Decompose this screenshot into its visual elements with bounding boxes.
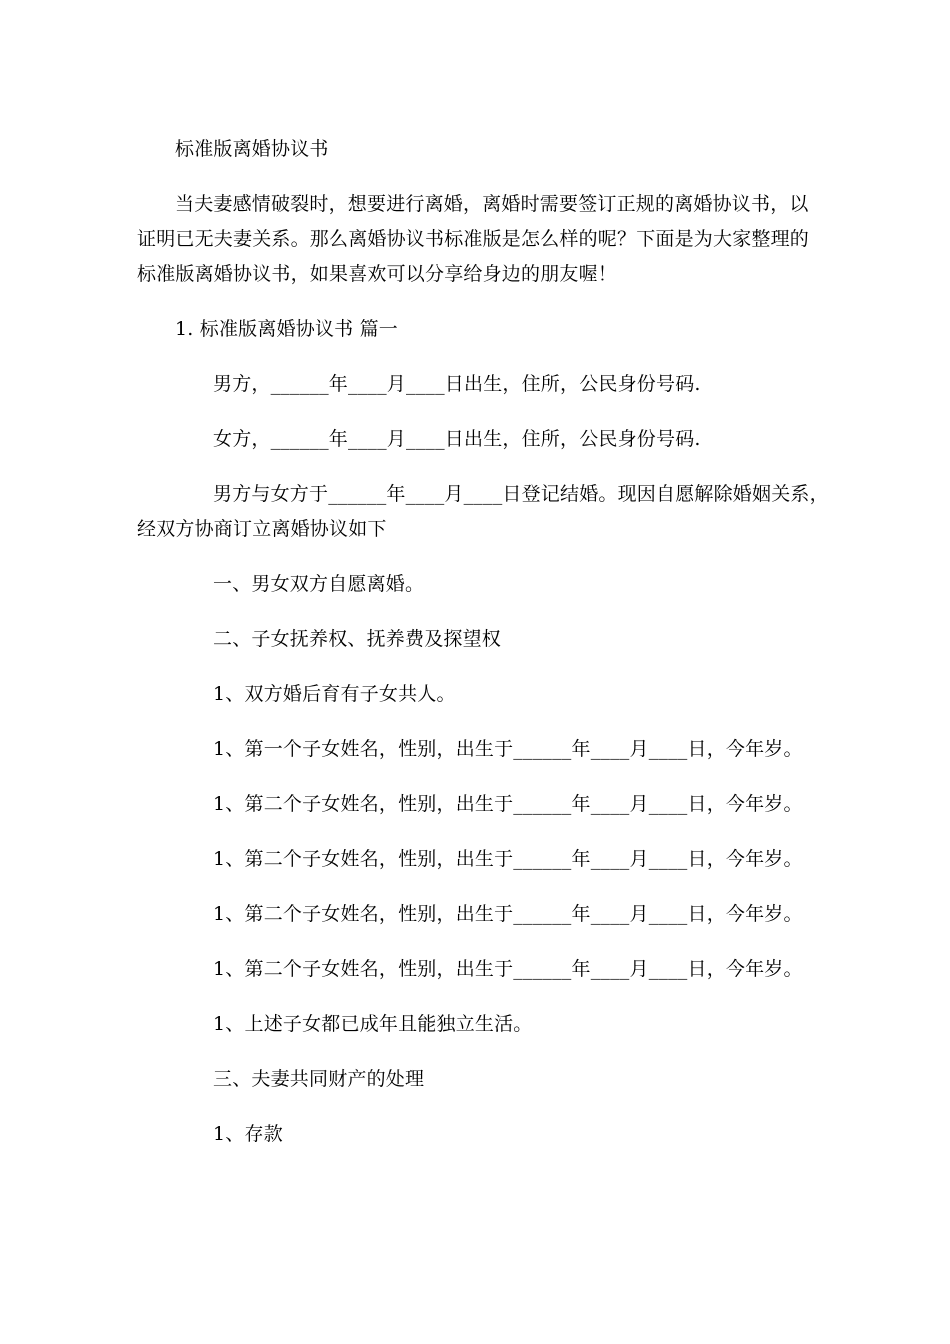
clause-voluntary-divorce: 一、男女双方自愿离婚。 xyxy=(213,573,425,595)
section-heading: 1. 标准版离婚协议书 篇一 xyxy=(175,318,399,340)
child-entry-3: 1、第二个子女姓名，性别，出生于______年____月____日，今年岁。 xyxy=(213,848,803,870)
wife-info: 女方，______年____月____日出生，住所，公民身份号码. xyxy=(213,428,701,450)
child-entry-4: 1、第二个子女姓名，性别，出生于______年____月____日，今年岁。 xyxy=(213,903,803,925)
intro-line-1: 当夫妻感情破裂时，想要进行离婚，离婚时需要签订正规的离婚协议书，以 xyxy=(175,193,809,215)
document-title: 标准版离婚协议书 xyxy=(175,138,329,160)
clause-common-property: 三、夫妻共同财产的处理 xyxy=(213,1068,425,1090)
marriage-line-2: 经双方协商订立离婚协议如下 xyxy=(137,518,387,540)
child-entry-1: 1、第一个子女姓名，性别，出生于______年____月____日，今年岁。 xyxy=(213,738,803,760)
children-count: 1、双方婚后育有子女共人。 xyxy=(213,683,456,705)
child-entry-5: 1、第二个子女姓名，性别，出生于______年____月____日，今年岁。 xyxy=(213,958,803,980)
husband-info: 男方，______年____月____日出生，住所，公民身份号码. xyxy=(213,373,701,395)
intro-line-2: 证明已无夫妻关系。那么离婚协议书标准版是怎么样的呢？下面是为大家整理的 xyxy=(137,228,810,250)
intro-line-3: 标准版离婚协议书，如果喜欢可以分享给身边的朋友喔！ xyxy=(137,263,618,285)
marriage-line-1: 男方与女方于______年____月____日登记结婚。现因自愿解除婚姻关系， xyxy=(213,483,829,505)
child-entry-2: 1、第二个子女姓名，性别，出生于______年____月____日，今年岁。 xyxy=(213,793,803,815)
savings-item: 1、存款 xyxy=(213,1123,283,1145)
children-adult: 1、上述子女都已成年且能独立生活。 xyxy=(213,1013,533,1035)
clause-child-custody: 二、子女抚养权、抚养费及探望权 xyxy=(213,628,502,650)
